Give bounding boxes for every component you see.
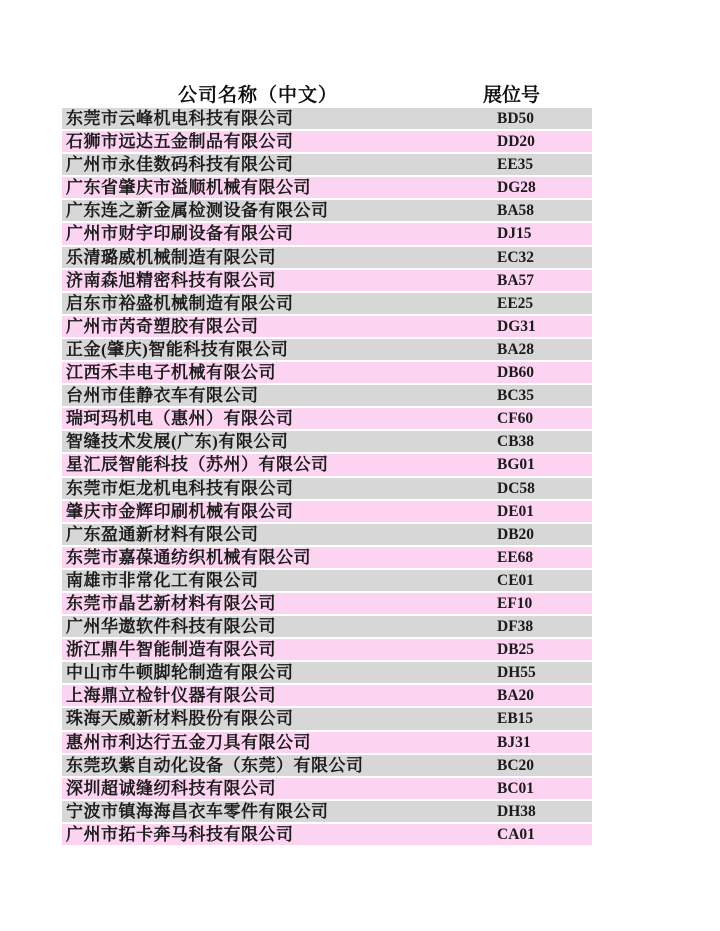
- exhibitor-table-body: [62, 108, 592, 845]
- company-name-cell: 台州市佳静衣车有限公司: [66, 386, 259, 406]
- company-name-cell: 东莞市炬龙机电科技有限公司: [66, 478, 294, 498]
- booth-number-cell: DB60: [497, 364, 535, 382]
- company-name-cell: 东莞玖紫自动化设备（东莞）有限公司: [66, 755, 364, 775]
- company-name-cell: 星汇辰智能科技（苏州）有限公司: [66, 455, 329, 475]
- company-name-cell: 上海鼎立检针仪器有限公司: [66, 686, 276, 706]
- table-row: [62, 339, 592, 360]
- exhibitor-table: [62, 84, 592, 847]
- booth-number-cell: CB38: [497, 433, 535, 451]
- company-name-cell: 广东连之新金属检测设备有限公司: [66, 201, 329, 221]
- table-row: [62, 154, 592, 175]
- company-name-column-header: 公司名称（中文）: [177, 85, 338, 106]
- company-name-cell: 广州市拓卡奔马科技有限公司: [66, 824, 294, 844]
- company-name-cell: 浙江鼎牛智能制造有限公司: [66, 640, 276, 660]
- booth-number-cell: CA01: [497, 825, 535, 843]
- table-row: [62, 454, 592, 475]
- booth-number-cell: BG01: [497, 456, 535, 474]
- table-row: [62, 431, 592, 452]
- company-name-cell: 广州市永佳数码科技有限公司: [66, 155, 294, 175]
- table-row: [62, 223, 592, 244]
- company-name-cell: 中山市牛顿脚轮制造有限公司: [66, 663, 294, 683]
- table-row: [62, 570, 592, 591]
- table-row: [62, 662, 592, 683]
- company-name-cell: 广州市芮奇塑胶有限公司: [66, 316, 259, 336]
- booth-number-cell: BA58: [497, 202, 535, 220]
- booth-number-cell: DG31: [497, 317, 536, 335]
- company-name-cell: 深圳超诚缝纫科技有限公司: [66, 778, 276, 798]
- company-name-cell: 济南森旭精密科技有限公司: [66, 270, 276, 290]
- table-row: [62, 200, 592, 221]
- table-row: [62, 593, 592, 614]
- table-row: [62, 247, 592, 268]
- company-name-cell: 石狮市远达五金制品有限公司: [66, 132, 294, 152]
- company-name-cell: 广州市财宇印刷设备有限公司: [66, 224, 294, 244]
- company-name-cell: 惠州市利达行五金刀具有限公司: [66, 732, 311, 752]
- company-name-cell: 乐清璐威机械制造有限公司: [66, 247, 276, 267]
- booth-number-cell: DC58: [497, 479, 535, 497]
- booth-number-cell: EF10: [497, 594, 533, 612]
- booth-number-cell: BJ31: [497, 733, 531, 751]
- table-row: [62, 778, 592, 799]
- table-row: [62, 316, 592, 337]
- booth-number-cell: DH38: [497, 802, 536, 820]
- booth-number-cell: EB15: [497, 710, 534, 728]
- table-row: [62, 801, 592, 822]
- table-row: [62, 478, 592, 499]
- booth-number-cell: BC01: [497, 779, 535, 797]
- table-row: [62, 293, 592, 314]
- booth-number-cell: DD20: [497, 133, 535, 151]
- booth-number-cell: BA57: [497, 271, 535, 289]
- booth-number-cell: BC35: [497, 387, 535, 405]
- booth-number-cell: CF60: [497, 410, 534, 428]
- table-row: [62, 685, 592, 706]
- booth-number-cell: EE25: [497, 294, 534, 312]
- booth-number-cell: DE01: [497, 502, 535, 520]
- table-row: [62, 524, 592, 545]
- company-name-cell: 东莞市晶艺新材料有限公司: [66, 593, 276, 613]
- table-row: [62, 501, 592, 522]
- booth-number-cell: BA20: [497, 687, 535, 705]
- company-name-cell: 珠海天威新材料股份有限公司: [66, 709, 294, 729]
- company-name-cell: 南雄市非常化工有限公司: [66, 570, 259, 590]
- table-row: [62, 131, 592, 152]
- company-name-cell: 江西禾丰电子机械有限公司: [66, 363, 276, 383]
- booth-number-cell: DF38: [497, 618, 534, 636]
- table-row: [62, 385, 592, 406]
- table-row: [62, 639, 592, 660]
- booth-number-cell: BA28: [497, 340, 535, 358]
- booth-number-cell: DJ15: [497, 225, 532, 243]
- booth-number-cell: BD50: [497, 110, 535, 127]
- table-row: [62, 362, 592, 383]
- company-name-cell: 宁波市镇海海昌衣车零件有限公司: [66, 801, 329, 821]
- booth-number-cell: BC20: [497, 756, 535, 774]
- table-row: [62, 177, 592, 198]
- booth-number-column-header: 展位号: [483, 85, 541, 106]
- table-row: [62, 755, 592, 776]
- booth-number-cell: DG28: [497, 179, 536, 197]
- booth-number-cell: CE01: [497, 571, 535, 589]
- table-row: [62, 708, 592, 729]
- table-header-row: [62, 84, 592, 107]
- booth-number-cell: DB25: [497, 641, 535, 659]
- company-name-cell: 广东盈通新材料有限公司: [66, 524, 259, 544]
- table-row: [62, 408, 592, 429]
- company-name-cell: 瑞珂玛机电（惠州）有限公司: [66, 409, 294, 429]
- booth-number-cell: EC32: [497, 248, 535, 266]
- company-name-cell: 广州华遨软件科技有限公司: [66, 617, 276, 637]
- table-row: [62, 824, 592, 845]
- company-name-cell: 智缝技术发展(广东)有限公司: [66, 432, 289, 452]
- booth-number-cell: DB20: [497, 525, 535, 543]
- company-name-cell: 东莞市嘉葆通纺织机械有限公司: [66, 547, 311, 567]
- company-name-cell: 东莞市云峰机电科技有限公司: [66, 109, 294, 128]
- table-row: [62, 108, 592, 129]
- table-row: [62, 270, 592, 291]
- table-row: [62, 616, 592, 637]
- booth-number-cell: EE68: [497, 548, 534, 566]
- company-name-cell: 正金(肇庆)智能科技有限公司: [66, 339, 289, 359]
- booth-number-cell: DH55: [497, 664, 536, 682]
- company-name-cell: 肇庆市金辉印刷机械有限公司: [66, 501, 294, 521]
- table-row: [62, 547, 592, 568]
- booth-number-cell: EE35: [497, 156, 534, 174]
- company-name-cell: 启东市裕盛机械制造有限公司: [66, 293, 294, 313]
- table-row: [62, 732, 592, 753]
- company-name-cell: 广东省肇庆市溢顺机械有限公司: [66, 178, 311, 198]
